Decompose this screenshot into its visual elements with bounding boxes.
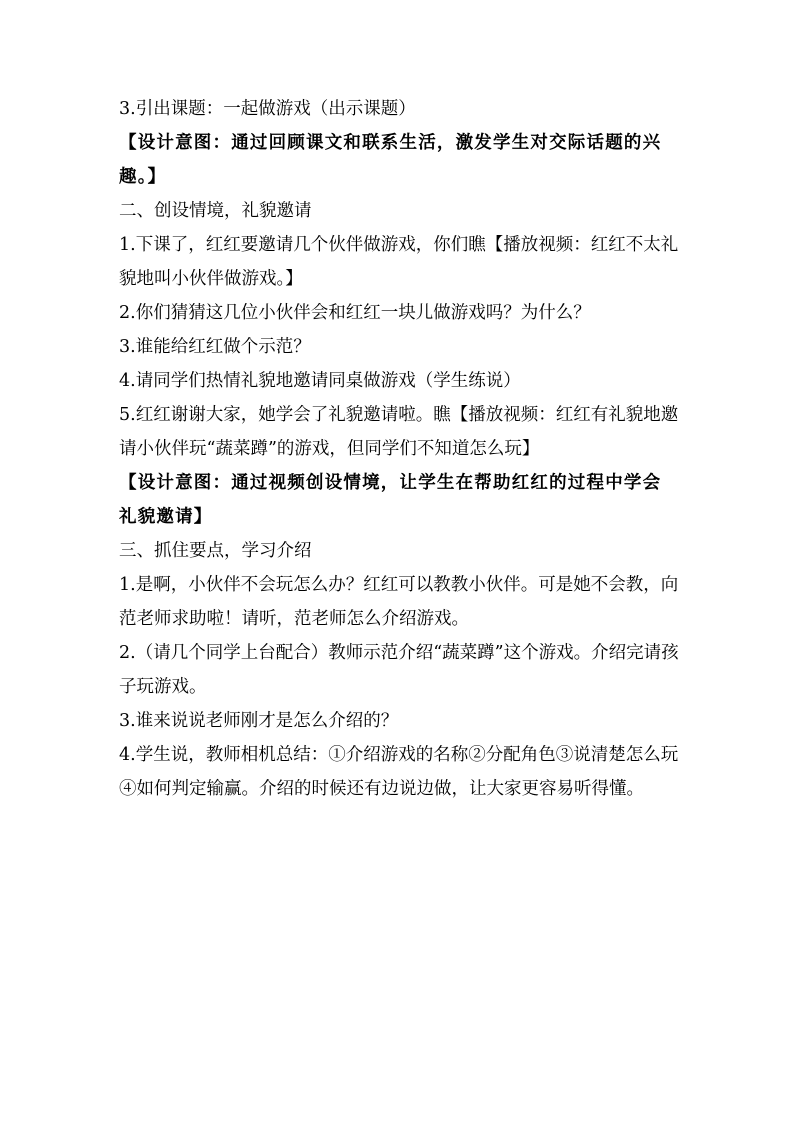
paragraph-lead-topic: 3.引出课题：一起做游戏（出示课题） bbox=[119, 99, 416, 119]
document-body bbox=[119, 92, 679, 806]
paragraph-design-intent-1: 【设计意图：通过回顾课文和联系生活，激发学生对交际话题的兴趣。】 bbox=[119, 133, 662, 187]
section-heading-3: 三、抓住要点，学习介绍 bbox=[119, 541, 312, 561]
paragraph-section3-step-3: 3.谁来说说老师刚才是怎么介绍的？ bbox=[119, 711, 399, 731]
paragraph-step-4: 4.请同学们热情礼貌地邀请同桌做游戏（学生练说） bbox=[119, 371, 521, 391]
paragraph-step-3: 3.谁能给红红做个示范？ bbox=[119, 337, 311, 357]
paragraph-step-2: 2.你们猜猜这几位小伙伴会和红红一块儿做游戏吗？为什么？ bbox=[119, 303, 591, 323]
paragraph-design-intent-2: 【设计意图：通过视频创设情境，让学生在帮助红红的过程中学会礼貌邀请】 bbox=[119, 473, 662, 527]
paragraph-section3-step-2: 2.（请几个同学上台配合）教师示范介绍“蔬菜蹲”这个游戏。介绍完请孩子玩游戏。 bbox=[119, 643, 679, 697]
paragraph-section3-step-1: 1.是啊，小伙伴不会玩怎么办？红红可以教教小伙伴。可是她不会教，向范老师求助啦！请听，范老师怎么介绍游戏。 bbox=[119, 575, 679, 629]
paragraph-step-1: 1.下课了，红红要邀请几个伙伴做游戏，你们瞧【播放视频：红红不太礼貌地叫小伙伴做游戏。】 bbox=[119, 235, 679, 289]
paragraph-section3-step-4: 4.学生说，教师相机总结：①介绍游戏的名称②分配角色③说清楚怎么玩④如何判定输赢。介绍的时候还有边说边做，让大家更容易听得懂。 bbox=[119, 745, 679, 799]
paragraph-step-5: 5.红红谢谢大家，她学会了礼貌邀请啦。瞧【播放视频：红红有礼貌地邀请小伙伴玩“蔬菜蹲”的游戏，但同学们不知道怎么玩】 bbox=[119, 405, 679, 459]
section-heading-2: 二、创设情境，礼貌邀请 bbox=[119, 201, 312, 221]
